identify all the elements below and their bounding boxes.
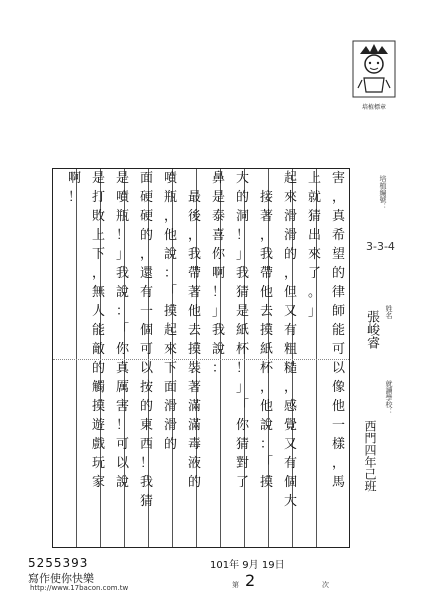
text-cell: 杯: [235, 342, 249, 357]
text-cell: 滿: [187, 418, 201, 433]
serial-number: 5255393: [28, 556, 89, 570]
text-cell: 瓶: [115, 209, 129, 224]
text-cell: [303, 340, 326, 359]
text-cell: 面: [139, 171, 153, 186]
text-cell: 瓶: [163, 190, 177, 205]
text-cell: 又: [283, 304, 297, 319]
text-cell: 按: [139, 380, 153, 395]
text-cell: 的: [235, 190, 249, 205]
text-cell: 有: [139, 285, 153, 300]
text-cell: 猜: [139, 494, 153, 509]
text-cell: 你: [235, 418, 249, 433]
text-cell: 他: [187, 304, 201, 319]
text-cell: ，: [283, 266, 297, 281]
name-label: 姓名: [385, 305, 393, 319]
text-cell: 「: [259, 456, 273, 471]
date-month: 9月: [242, 560, 259, 571]
text-column: [63, 169, 86, 549]
text-cell: 以: [331, 361, 345, 376]
text-column: [255, 169, 278, 549]
mascot-stamp-icon: [352, 40, 396, 98]
text-cell: 希: [331, 228, 345, 243]
text-cell: 但: [283, 285, 297, 300]
text-cell: 我: [139, 475, 153, 490]
text-cell: 敵: [91, 342, 105, 357]
text-column: [87, 169, 110, 549]
text-cell: [63, 207, 86, 226]
text-cell: 」: [115, 247, 129, 262]
text-cell: ，: [283, 380, 297, 395]
text-cell: [207, 397, 230, 416]
text-cell: 的: [187, 475, 201, 490]
text-cell: 你: [211, 247, 225, 262]
text-cell: ，: [331, 190, 345, 205]
text-cell: 硬: [139, 209, 153, 224]
text-cell: 說: [259, 418, 273, 433]
text-cell: [159, 454, 182, 473]
text-cell: 厲: [115, 380, 129, 395]
text-cell: 猜: [307, 209, 321, 224]
text-cell: ！: [115, 418, 129, 433]
text-cell: 啊: [67, 171, 81, 186]
text-cell: 摸: [163, 304, 177, 319]
date-day: 19日: [261, 560, 285, 571]
page-prefix: 第: [232, 581, 239, 589]
text-cell: 去: [259, 304, 273, 319]
text-cell: 你: [115, 342, 129, 357]
text-column: [207, 169, 230, 549]
school-label: 就讀學校：: [385, 380, 393, 415]
text-cell: 猜: [235, 285, 249, 300]
text-cell: 帶: [187, 266, 201, 281]
text-cell: 來: [307, 247, 321, 262]
text-cell: [207, 378, 230, 397]
form-code: 3-3-4: [366, 240, 395, 253]
text-cell: 有: [283, 323, 297, 338]
page-number: 2: [245, 571, 256, 590]
text-cell: 著: [187, 285, 201, 300]
text-cell: ：: [259, 437, 273, 452]
text-cell: 滿: [187, 399, 201, 414]
stamp-label: 培植標章: [361, 104, 386, 111]
text-cell: 害: [331, 171, 345, 186]
text-cell: 說: [211, 342, 225, 357]
text-cell: 帶: [259, 266, 273, 281]
text-cell: 喜: [211, 228, 225, 243]
text-cell: 」: [307, 304, 321, 319]
text-cell: 去: [187, 323, 201, 338]
text-cell: [303, 321, 326, 340]
text-cell: 後: [187, 209, 201, 224]
text-cell: [303, 435, 326, 454]
text-cell: 我: [115, 266, 129, 281]
text-cell: 就: [307, 190, 321, 205]
text-cell: [303, 378, 326, 397]
text-cell: 裝: [187, 361, 201, 376]
text-cell: [207, 435, 230, 454]
text-cell: [63, 473, 86, 492]
text-cell: 家: [91, 475, 105, 490]
text-cell: ！: [139, 456, 153, 471]
text-cell: ！: [67, 190, 81, 205]
text-cell: [303, 473, 326, 492]
text-cell: 「: [115, 323, 129, 338]
text-cell: 他: [259, 285, 273, 300]
text-cell: 猜: [235, 437, 249, 452]
text-cell: 液: [187, 456, 201, 471]
text-cell: 啊: [211, 266, 225, 281]
text-cell: 」: [235, 247, 249, 262]
text-cell: 最: [187, 190, 201, 205]
text-column: [111, 169, 134, 549]
text-cell: 敗: [91, 209, 105, 224]
text-cell: 下: [91, 247, 105, 262]
text-cell: 一: [139, 304, 153, 319]
text-cell: 著: [259, 209, 273, 224]
text-cell: 滑: [163, 399, 177, 414]
text-cell: ：: [163, 266, 177, 281]
website-url: http://www.17bacon.com.tw: [30, 584, 129, 592]
text-cell: 西: [139, 437, 153, 452]
text-cell: 摸: [187, 342, 201, 357]
text-cell: 硬: [139, 190, 153, 205]
text-cell: 馬: [331, 475, 345, 490]
text-cell: 感: [283, 399, 297, 414]
text-cell: 是: [211, 190, 225, 205]
text-column: [135, 169, 158, 549]
date: [210, 556, 285, 571]
text-cell: ，: [91, 266, 105, 281]
text-cell: 上: [307, 171, 321, 186]
text-cell: 著: [187, 380, 201, 395]
text-cell: 來: [283, 190, 297, 205]
text-cell: [63, 359, 86, 378]
text-column: [183, 169, 206, 549]
text-cell: 有: [283, 456, 297, 471]
text-cell: 上: [91, 228, 105, 243]
text-cell: ！: [235, 228, 249, 243]
text-cell: 起: [283, 171, 297, 186]
text-cell: 師: [331, 304, 345, 319]
text-cell: 真: [331, 209, 345, 224]
text-cell: 觸: [91, 380, 105, 395]
text-cell: 接: [259, 190, 273, 205]
text-cell: [303, 416, 326, 435]
text-cell: 可: [331, 342, 345, 357]
text-cell: 來: [163, 342, 177, 357]
text-cell: 覺: [283, 418, 297, 433]
text-cell: ！: [235, 361, 249, 376]
text-cell: 。: [307, 285, 321, 300]
text-cell: 紙: [235, 323, 249, 338]
text-cell: 杯: [259, 361, 273, 376]
text-cell: [63, 283, 86, 302]
text-cell: 說: [163, 247, 177, 262]
text-column: [327, 169, 350, 549]
text-cell: 戲: [91, 437, 105, 452]
text-cell: 的: [91, 361, 105, 376]
text-cell: ，: [259, 380, 273, 395]
text-cell: 滑: [163, 418, 177, 433]
text-cell: 起: [163, 323, 177, 338]
text-cell: 出: [307, 228, 321, 243]
text-cell: 泰: [211, 209, 225, 224]
text-cell: [207, 454, 230, 473]
text-cell: [63, 321, 86, 340]
text-cell: 律: [331, 285, 345, 300]
writing-grid: [52, 168, 350, 548]
text-cell: 我: [259, 247, 273, 262]
text-cell: 是: [235, 304, 249, 319]
text-cell: [63, 226, 86, 245]
brand-slogan: 寫作使你快樂: [28, 572, 94, 585]
text-cell: 噴: [115, 190, 129, 205]
text-cell: ，: [259, 228, 273, 243]
text-cell: 滑: [283, 209, 297, 224]
text-cell: 「: [163, 285, 177, 300]
text-cell: 樣: [331, 437, 345, 452]
text-cell: [207, 473, 230, 492]
text-cell: [159, 473, 182, 492]
text-cell: ，: [331, 456, 345, 471]
text-cell: 」: [235, 380, 249, 395]
grade-class: 西門四年己班: [363, 420, 377, 492]
text-cell: [303, 359, 326, 378]
text-cell: 摸: [259, 475, 273, 490]
text-cell: 摸: [259, 323, 273, 338]
text-cell: 可: [139, 342, 153, 357]
text-cell: [63, 435, 86, 454]
text-cell: 的: [139, 399, 153, 414]
text-cell: 說: [115, 285, 129, 300]
text-cell: 遊: [91, 418, 105, 433]
text-cell: 我: [235, 266, 249, 281]
text-cell: 下: [163, 361, 177, 376]
text-cell: 粗: [283, 342, 297, 357]
text-cell: [63, 454, 86, 473]
text-cell: 害: [115, 399, 129, 414]
text-cell: 我: [211, 323, 225, 338]
text-cell: 又: [283, 437, 297, 452]
text-cell: [63, 397, 86, 416]
text-cell: 對: [235, 456, 249, 471]
text-cell: [63, 245, 86, 264]
text-cell: 摸: [91, 399, 105, 414]
text-cell: ！: [211, 285, 225, 300]
text-cell: 洞: [235, 209, 249, 224]
text-cell: 打: [91, 190, 105, 205]
text-cell: 是: [91, 171, 105, 186]
text-cell: 是: [115, 171, 129, 186]
text-column: [303, 169, 326, 549]
text-cell: 的: [139, 228, 153, 243]
text-cell: 毒: [187, 437, 201, 452]
text-cell: ！: [115, 228, 129, 243]
text-cell: 」: [211, 304, 225, 319]
text-cell: 大: [235, 171, 249, 186]
form-number-label: 培植編號：: [379, 175, 387, 210]
text-cell: ：: [211, 361, 225, 376]
text-cell: 能: [91, 323, 105, 338]
text-cell: 大: [283, 494, 297, 509]
text-cell: 說: [115, 475, 129, 490]
text-cell: 滑: [283, 228, 297, 243]
text-cell: [63, 416, 86, 435]
text-cell: 的: [283, 247, 297, 262]
text-cell: 我: [187, 247, 201, 262]
text-cell: 糙: [283, 361, 297, 376]
text-cell: 他: [331, 399, 345, 414]
text-cell: 無: [91, 285, 105, 300]
text-cell: 噴: [163, 171, 177, 186]
text-cell: 鼻: [211, 171, 225, 186]
text-cell: [303, 454, 326, 473]
text-cell: 以: [139, 361, 153, 376]
text-cell: 他: [259, 399, 273, 414]
text-cell: 「: [235, 399, 249, 414]
text-cell: [255, 169, 278, 188]
text-cell: [183, 169, 206, 188]
text-column: [279, 169, 302, 549]
text-cell: ，: [139, 247, 153, 262]
text-cell: 還: [139, 266, 153, 281]
text-cell: 個: [139, 323, 153, 338]
text-cell: 望: [331, 247, 345, 262]
text-cell: ，: [163, 209, 177, 224]
student-name: 張峻睿: [364, 310, 379, 349]
text-cell: 個: [283, 475, 297, 490]
text-cell: ：: [115, 304, 129, 319]
text-cell: [63, 302, 86, 321]
text-cell: 的: [331, 266, 345, 281]
text-cell: 玩: [91, 456, 105, 471]
text-cell: ，: [187, 228, 201, 243]
text-cell: 他: [163, 228, 177, 243]
text-cell: [63, 378, 86, 397]
date-year: 101年: [210, 560, 240, 571]
text-cell: 人: [91, 304, 105, 319]
text-cell: 紙: [259, 342, 273, 357]
text-column: [159, 169, 182, 549]
text-cell: 面: [163, 380, 177, 395]
text-cell: [63, 264, 86, 283]
text-cell: 真: [115, 361, 129, 376]
text-cell: [63, 340, 86, 359]
text-cell: 的: [163, 437, 177, 452]
text-cell: 一: [331, 418, 345, 433]
text-column: [231, 169, 254, 549]
text-cell: [207, 416, 230, 435]
text-cell: 以: [115, 456, 129, 471]
text-cell: 像: [331, 380, 345, 395]
text-cell: 可: [115, 437, 129, 452]
text-cell: [303, 397, 326, 416]
page-suffix: 次: [322, 581, 329, 589]
text-cell: 能: [331, 323, 345, 338]
text-cell: 了: [307, 266, 321, 281]
text-cell: 了: [235, 475, 249, 490]
text-cell: 東: [139, 418, 153, 433]
